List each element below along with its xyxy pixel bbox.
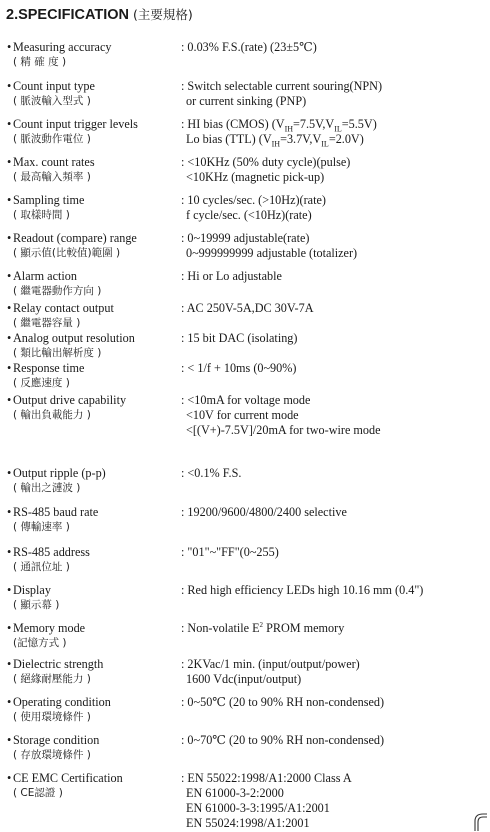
spec-label-text: Readout (compare) range [13, 231, 137, 245]
spec-label-text: Analog output resolution [13, 331, 135, 345]
spec-label-text: RS-485 address [13, 545, 90, 559]
spec-value: Lo bias (TTL) $(V_{IH}=3.7V,V_{IL}=2.0V)$ [186, 132, 364, 149]
spec-label-chinese: ( 通訊位址 ) [13, 561, 70, 573]
spec-label-text: Response time [13, 361, 85, 375]
bullet-icon: • [7, 733, 12, 747]
page-corner-mark-icon [474, 812, 488, 832]
spec-value: : "01"~"FF"(0~255) [181, 545, 279, 559]
spec-label [7, 269, 77, 284]
spec-value: : 0.03% F.S.(rate) (23±5℃) [181, 40, 317, 54]
spec-value: : Non-volatile $E^2$ PROM memory [181, 620, 345, 635]
spec-label [7, 771, 123, 786]
spec-label-text: Measuring accuracy [13, 40, 112, 54]
spec-label-text: Relay contact output [13, 301, 114, 315]
spec-label-chinese: ( 傳輸速率 ) [13, 521, 70, 533]
spec-value: or current sinking (PNP) [186, 94, 307, 108]
spec-label-chinese: ( 顯示值(比較值)範圍 ) [13, 247, 121, 259]
spec-label-text: Dielectric strength [13, 657, 104, 671]
spec-label-text: CE EMC Certification [13, 771, 123, 785]
spec-label [7, 117, 138, 132]
spec-value: 0~999999999 adjustable (totalizer) [186, 246, 358, 260]
spec-value: : Hi or Lo adjustable [181, 269, 282, 283]
spec-label-text: Max. count rates [13, 155, 95, 169]
spec-value: <[(V+)-7.5V]/20mA for two-wire mode [186, 423, 381, 437]
spec-value: : 0~70℃ (20 to 90% RH non-condensed) [181, 733, 385, 747]
spec-value: : <0.1% F.S. [181, 466, 242, 480]
spec-label-text: Output ripple (p-p) [13, 466, 106, 480]
spec-label [7, 231, 137, 246]
spec-label-text: Operating condition [13, 695, 111, 709]
spec-label-chinese: ( 類比輸出解析度 ) [13, 347, 102, 359]
spec-label-chinese: ( 繼電器動作方向 ) [13, 285, 102, 297]
bullet-icon: • [7, 393, 12, 407]
spec-label-chinese: ( CE認證 ) [13, 787, 63, 799]
spec-value: EN 61000-3-2:2000 [186, 786, 284, 800]
spec-label-chinese: ( 精 確 度 ) [13, 56, 67, 68]
bullet-icon: • [7, 771, 12, 785]
bullet-icon: • [7, 583, 12, 597]
spec-value: : <10KHz (50% duty cycle)(pulse) [181, 155, 351, 169]
bullet-icon: • [7, 231, 12, 245]
spec-label-chinese: ( 脈波動作電位 ) [13, 133, 91, 145]
spec-label-text: Output drive capability [13, 393, 127, 407]
spec-label-chinese: ( 存放環境條件 ) [13, 749, 91, 761]
spec-label-chinese: ( 使用環境條件 ) [13, 711, 91, 723]
spec-label-chinese: ( 反應速度 ) [13, 377, 70, 389]
spec-label-text: Storage condition [13, 733, 100, 747]
spec-value: : 2KVac/1 min. (input/output/power) [181, 657, 360, 671]
spec-value: : 10 cycles/sec. (>10Hz)(rate) [181, 193, 326, 207]
bullet-icon: • [7, 695, 12, 709]
bullet-icon: • [7, 269, 12, 283]
spec-label-chinese: ( 取樣時間 ) [13, 209, 70, 221]
bullet-icon: • [7, 79, 12, 93]
spec-label [7, 695, 111, 710]
spec-value: : AC 250V-5A,DC 30V-7A [181, 301, 314, 315]
spec-value: <10KHz (magnetic pick-up) [186, 170, 325, 184]
bullet-icon: • [7, 193, 12, 207]
spec-value: : 0~19999 adjustable(rate) [181, 231, 310, 245]
spec-label [7, 361, 84, 376]
bullet-icon: • [7, 657, 12, 671]
spec-label [7, 301, 114, 316]
heading-english: 2.SPECIFICATION [6, 7, 129, 23]
spec-label-chinese: ( 輸出之漣波 ) [13, 482, 81, 494]
spec-value: <10V for current mode [186, 408, 299, 422]
spec-label [7, 545, 90, 560]
spec-label [7, 393, 126, 408]
spec-label-text: RS-485 baud rate [13, 505, 99, 519]
spec-label-text: Alarm action [13, 269, 77, 283]
section-heading [6, 6, 193, 24]
spec-label [7, 155, 95, 170]
spec-value: f cycle/sec. (<10Hz)(rate) [186, 208, 312, 222]
spec-value: : < 1/f + 10ms (0~90%) [181, 361, 297, 375]
spec-label-text: Display [13, 583, 51, 597]
spec-value: : 19200/9600/4800/2400 selective [181, 505, 347, 519]
spec-value: : <10mA for voltage mode [181, 393, 311, 407]
spec-value: EN 55024:1998/A1:2001 [186, 816, 310, 830]
spec-label-chinese: ( 繼電器容量 ) [13, 317, 81, 329]
bullet-icon: • [7, 117, 12, 131]
spec-label-text: Memory mode [13, 621, 86, 635]
spec-label [7, 40, 111, 55]
bullet-icon: • [7, 361, 12, 375]
bullet-icon: • [7, 545, 12, 559]
spec-value: EN 61000-3-3:1995/A1:2001 [186, 801, 330, 815]
spec-label-text: Sampling time [13, 193, 85, 207]
spec-label [7, 331, 135, 346]
spec-value: : 15 bit DAC (isolating) [181, 331, 298, 345]
bullet-icon: • [7, 621, 12, 635]
spec-value: 1600 Vdc(input/output) [186, 672, 302, 686]
spec-label [7, 193, 84, 208]
spec-label-chinese: ( 輸出負載能力 ) [13, 409, 91, 421]
spec-label-chinese: ( 絕緣耐壓能力 ) [13, 673, 91, 685]
spec-label [7, 466, 106, 481]
spec-label-text: Count input type [13, 79, 95, 93]
heading-chinese: (主要規格) [133, 7, 193, 22]
bullet-icon: • [7, 505, 12, 519]
spec-label [7, 79, 95, 94]
spec-label-chinese: (記憶方式 ) [13, 637, 67, 649]
spec-label-chinese: ( 脈波輸入型式 ) [13, 95, 91, 107]
spec-label-chinese: ( 顯示幕 ) [13, 599, 60, 611]
spec-label [7, 733, 99, 748]
spec-value: : Switch selectable current souring(NPN) [181, 79, 383, 93]
bullet-icon: • [7, 301, 12, 315]
spec-label [7, 657, 103, 672]
spec-value: : 0~50℃ (20 to 90% RH non-condensed) [181, 695, 385, 709]
spec-value: : EN 55022:1998/A1:2000 Class A [181, 771, 352, 785]
bullet-icon: • [7, 331, 12, 345]
spec-label-text: Count input trigger levels [13, 117, 138, 131]
spec-label [7, 583, 51, 598]
bullet-icon: • [7, 466, 12, 480]
spec-label-chinese: ( 最高輸入頻率 ) [13, 171, 91, 183]
spec-value: : Red high efficiency LEDs high 10.16 mm (0.4") [181, 583, 424, 597]
spec-label [7, 505, 98, 520]
spec-value: : HI bias (CMOS) $(V_{IH}=7.5V,V_{IL}=5.5V)$ [181, 117, 377, 134]
spec-label [7, 621, 85, 636]
bullet-icon: • [7, 155, 12, 169]
bullet-icon: • [7, 40, 12, 54]
